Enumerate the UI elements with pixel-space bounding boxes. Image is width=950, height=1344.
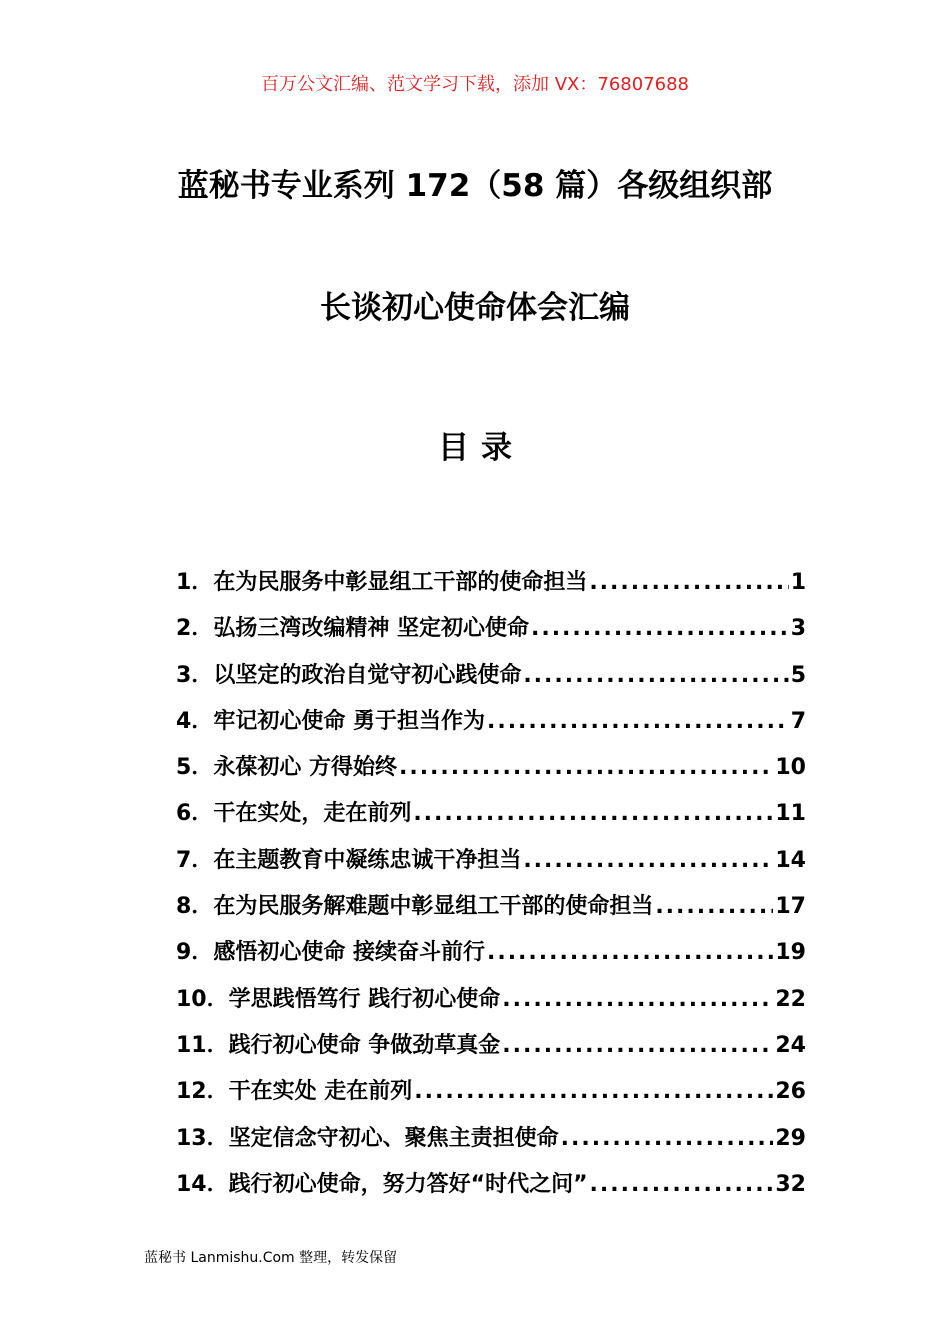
toc-item-leader-dots bbox=[487, 940, 773, 965]
toc-item-page-number: 24 bbox=[775, 1032, 806, 1058]
toc-item-leader-dots bbox=[589, 570, 788, 595]
toc-item[interactable] bbox=[176, 843, 806, 889]
toc-item-page-number: 32 bbox=[775, 1171, 806, 1197]
toc-item-leader-dots bbox=[655, 894, 773, 919]
toc-item-leader-dots bbox=[487, 709, 789, 734]
toc-item-number: 11． bbox=[176, 1032, 229, 1058]
table-of-contents bbox=[176, 565, 806, 1213]
toc-item-title: 在为民服务中彰显组工干部的使命担当 bbox=[213, 570, 588, 595]
toc-item-page-number: 11 bbox=[775, 801, 806, 827]
toc-item-page-number: 19 bbox=[775, 940, 806, 966]
toc-item[interactable] bbox=[176, 658, 806, 704]
toc-item-number: 10． bbox=[176, 986, 229, 1012]
toc-item-leader-dots bbox=[531, 616, 789, 641]
toc-item-title: 在为民服务解难题中彰显组工干部的使命担当 bbox=[213, 894, 654, 920]
toc-item-leader-dots bbox=[523, 848, 773, 873]
toc-item-title: 践行初心使命，努力答好“时代之问” bbox=[228, 1171, 588, 1197]
toc-item[interactable] bbox=[176, 1028, 806, 1074]
toc-item-title: 坚定信念守初心、聚焦主责担使命 bbox=[228, 1125, 559, 1151]
toc-item-title: 干在实处，走在前列 bbox=[213, 801, 412, 827]
toc-item-title: 践行初心使命 争做劲草真金 bbox=[228, 1032, 501, 1058]
toc-item-leader-dots bbox=[523, 663, 788, 688]
toc-item[interactable] bbox=[176, 982, 806, 1028]
toc-item[interactable] bbox=[176, 750, 806, 796]
toc-item-number: 14． bbox=[176, 1171, 229, 1197]
toc-item-title: 以坚定的政治自觉守初心践使命 bbox=[213, 662, 522, 688]
toc-item[interactable] bbox=[176, 1167, 806, 1213]
toc-item-number: 2． bbox=[176, 616, 214, 642]
toc-item-number: 7． bbox=[176, 847, 214, 873]
toc-item-leader-dots bbox=[413, 801, 773, 826]
toc-item[interactable] bbox=[176, 935, 806, 981]
toc-item-page-number: 1 bbox=[790, 570, 806, 595]
toc-item-number: 8． bbox=[176, 894, 214, 920]
toc-item-page-number: 29 bbox=[775, 1125, 806, 1151]
toc-heading: 目录 bbox=[438, 430, 524, 466]
toc-item-number: 6． bbox=[176, 801, 214, 827]
toc-item-leader-dots bbox=[502, 987, 773, 1012]
toc-item-title: 干在实处 走在前列 bbox=[228, 1079, 413, 1105]
toc-item-page-number: 3 bbox=[790, 616, 806, 642]
toc-item-title: 在主题教育中凝练忠诚干净担当 bbox=[213, 847, 522, 873]
footer-note: 蓝秘书 Lanmishu.Com 整理，转发保留 bbox=[144, 1250, 398, 1266]
toc-item-number: 12． bbox=[176, 1079, 229, 1105]
toc-item[interactable] bbox=[176, 1074, 806, 1120]
toc-item-number: 1． bbox=[176, 570, 214, 595]
toc-item-leader-dots bbox=[414, 1079, 773, 1104]
toc-item-page-number: 7 bbox=[790, 708, 806, 734]
toc-item-number: 4． bbox=[176, 708, 214, 734]
toc-item-page-number: 10 bbox=[775, 755, 806, 781]
toc-item[interactable] bbox=[176, 889, 806, 935]
document-title-line-2: 长谈初心使命体会汇编 bbox=[320, 290, 630, 326]
toc-item-leader-dots bbox=[502, 1033, 773, 1058]
toc-item[interactable] bbox=[176, 1121, 806, 1167]
toc-item-number: 5． bbox=[176, 755, 214, 781]
document-title-line-1: 蓝秘书专业系列 172（58 篇）各级组织部 bbox=[177, 168, 773, 204]
toc-item-page-number: 22 bbox=[775, 986, 806, 1012]
toc-item-title: 学思践悟笃行 践行初心使命 bbox=[228, 986, 501, 1012]
toc-item-page-number: 17 bbox=[775, 894, 806, 920]
toc-item-number: 3． bbox=[176, 662, 214, 688]
toc-item-number: 9． bbox=[176, 940, 214, 966]
toc-item-leader-dots bbox=[399, 755, 773, 780]
toc-item-leader-dots bbox=[590, 1172, 774, 1197]
toc-item-title: 牢记初心使命 勇于担当作为 bbox=[213, 708, 485, 734]
toc-item-page-number: 14 bbox=[775, 847, 806, 873]
toc-item[interactable] bbox=[176, 704, 806, 750]
toc-item-number: 13． bbox=[176, 1125, 229, 1151]
toc-item[interactable] bbox=[176, 611, 806, 657]
toc-item-title: 永葆初心 方得始终 bbox=[213, 755, 397, 781]
header-note: 百万公文汇编、范文学习下载，添加 VX：76807688 bbox=[261, 74, 689, 95]
toc-item-leader-dots bbox=[561, 1126, 774, 1151]
toc-item[interactable] bbox=[176, 565, 806, 611]
toc-item-page-number: 5 bbox=[790, 662, 806, 688]
toc-item[interactable] bbox=[176, 796, 806, 842]
toc-item-page-number: 26 bbox=[775, 1079, 806, 1105]
toc-item-title: 感悟初心使命 接续奋斗前行 bbox=[213, 940, 485, 966]
toc-item-title: 弘扬三湾改编精神 坚定初心使命 bbox=[213, 616, 529, 642]
